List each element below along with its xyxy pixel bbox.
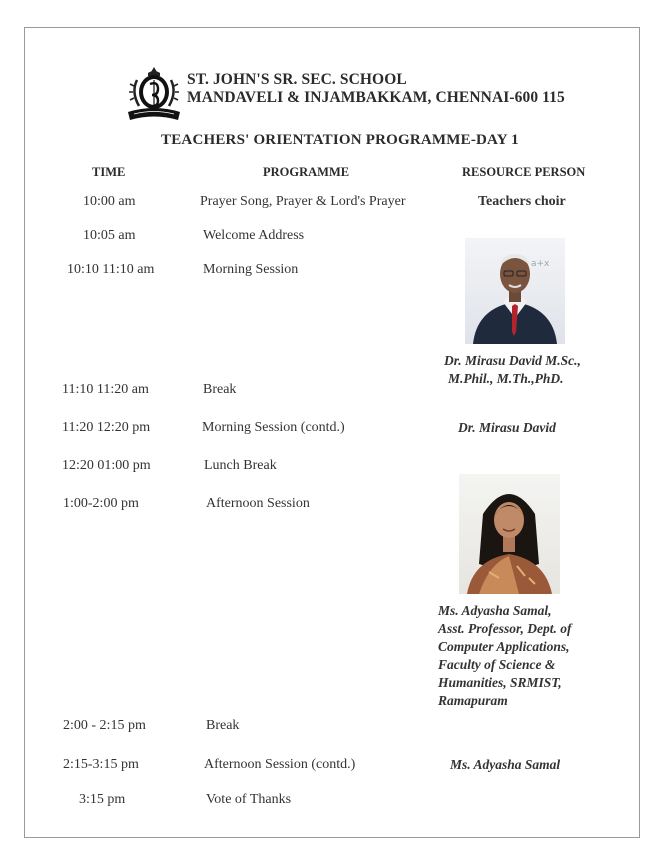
row-time: 11:20 12:20 pm [62, 420, 151, 435]
speaker-photo-mirasu-david [465, 238, 565, 344]
row-time: 12:20 01:00 pm [62, 458, 151, 473]
speaker-caption-line: Humanities, SRMIST, [438, 675, 562, 690]
svg-text:a+x: a+x [531, 259, 550, 269]
speaker-photo-adyasha-samal [459, 474, 560, 594]
row-time: 2:00 - 2:15 pm [63, 718, 146, 733]
row-programme: Afternoon Session [206, 496, 310, 511]
row-time: 10:10 11:10 am [67, 262, 155, 277]
column-header-time: TIME [92, 165, 126, 179]
row-programme: Vote of Thanks [206, 792, 292, 807]
row-time: 10:05 am [83, 228, 136, 243]
row-programme: Morning Session (contd.) [202, 420, 345, 435]
row-programme: Afternoon Session (contd.) [204, 757, 356, 772]
school-address: MANDAVELI & INJAMBAKKAM, CHENNAI-600 115 [187, 89, 565, 106]
row-time: 3:15 pm [79, 792, 126, 807]
row-programme: Prayer Song, Prayer & Lord's Prayer [200, 194, 406, 209]
row-programme: Morning Session [203, 262, 299, 277]
programme-title: TEACHERS' ORIENTATION PROGRAMME-DAY 1 [161, 132, 519, 148]
row-programme: Welcome Address [203, 228, 305, 243]
column-header-resource-person: RESOURCE PERSON [462, 165, 586, 179]
speaker-caption-line: Faculty of Science & [438, 657, 556, 672]
row-programme: Break [203, 382, 237, 397]
row-resource-person: Teachers choir [478, 194, 566, 209]
school-name: ST. JOHN'S SR. SEC. SCHOOL [187, 71, 407, 88]
row-programme: Break [206, 718, 240, 733]
speaker-caption-line: M.Phil., M.Th.,PhD. [448, 371, 564, 386]
column-header-programme: PROGRAMME [263, 165, 350, 179]
speaker-caption-line: Computer Applications, [438, 639, 570, 654]
row-time: 1:00-2:00 pm [63, 496, 139, 511]
row-resource-person: Ms. Adyasha Samal [450, 757, 561, 772]
row-time: 10:00 am [83, 194, 136, 209]
row-programme: Lunch Break [204, 458, 277, 473]
speaker-caption-line: Ms. Adyasha Samal, [438, 603, 552, 618]
speaker-caption-line: Ramapuram [438, 693, 508, 708]
speaker-caption-line: Asst. Professor, Dept. of [438, 621, 572, 636]
row-resource-person: Dr. Mirasu David [458, 420, 556, 435]
row-time: 11:10 11:20 am [62, 382, 149, 397]
speaker-caption-line: Dr. Mirasu David M.Sc., [444, 353, 581, 368]
school-crest-icon [126, 64, 182, 126]
row-time: 2:15-3:15 pm [63, 757, 139, 772]
